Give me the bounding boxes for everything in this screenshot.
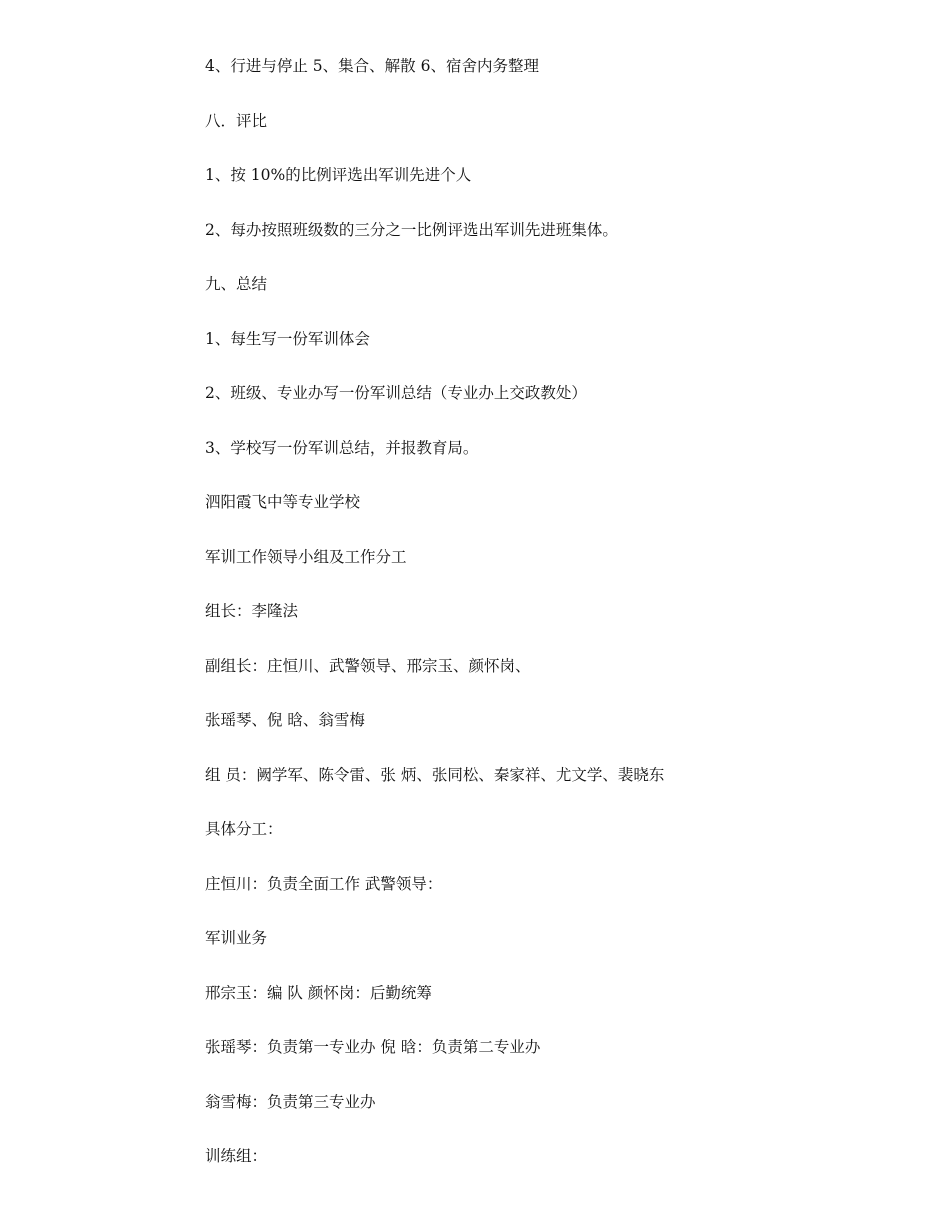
text-line-first-second-office: 张瑶琴：负责第一专业办 倪 晗：负责第二专业办 xyxy=(205,1038,541,1056)
text-line-division-heading: 具体分工： xyxy=(205,820,283,838)
text-line-training-group: 训练组： xyxy=(205,1147,268,1165)
leadership-group-title: 军训工作领导小组及工作分工 xyxy=(205,547,407,566)
text-line-deputy-leaders-cont: 张瑶琴、倪 晗、翁雪梅 xyxy=(205,711,365,729)
school-name: 泗阳霞飞中等专业学校 xyxy=(205,493,361,511)
text-line-school-summary: 3、学校写一份军训总结，并报教育局。 xyxy=(205,438,479,457)
text-line-training-business: 军训业务 xyxy=(205,929,268,947)
text-line-group-leader: 组长：李隆法 xyxy=(205,602,299,620)
text-line-class-summary: 2、班级、专业办写一份军训总结（专业办上交政教处） xyxy=(205,384,587,402)
text-line-drill-items: 4、行进与停止 5、集合、解散 6、宿舍内务整理 xyxy=(205,57,539,75)
text-line-deputy-leaders: 副组长：庄恒川、武警领导、邢宗玉、颜怀岗、 xyxy=(205,656,531,675)
text-line-overall-duty: 庄恒川：负责全面工作 武警领导： xyxy=(205,874,443,893)
text-line-third-office: 翁雪梅：负责第三专业办 xyxy=(205,1092,376,1111)
text-line-advanced-individuals: 1、按 10%的比例评选出军训先进个人 xyxy=(205,166,472,184)
section-heading-summary: 九、总结 xyxy=(205,275,268,293)
text-line-formation-logistics: 邢宗玉：编 队 颜怀岗：后勤统筹 xyxy=(205,983,432,1002)
document-body xyxy=(205,55,905,1200)
text-line-student-reflection: 1、每生写一份军训体会 xyxy=(205,329,370,348)
section-heading-evaluation: 八．评比 xyxy=(205,111,268,130)
text-line-members: 组 员：阙学军、陈令雷、张 炳、张同松、秦家祥、尤文学、裴晓东 xyxy=(205,765,665,784)
text-line-advanced-classes: 2、每办按照班级数的三分之一比例评选出军训先进班集体。 xyxy=(205,220,618,239)
